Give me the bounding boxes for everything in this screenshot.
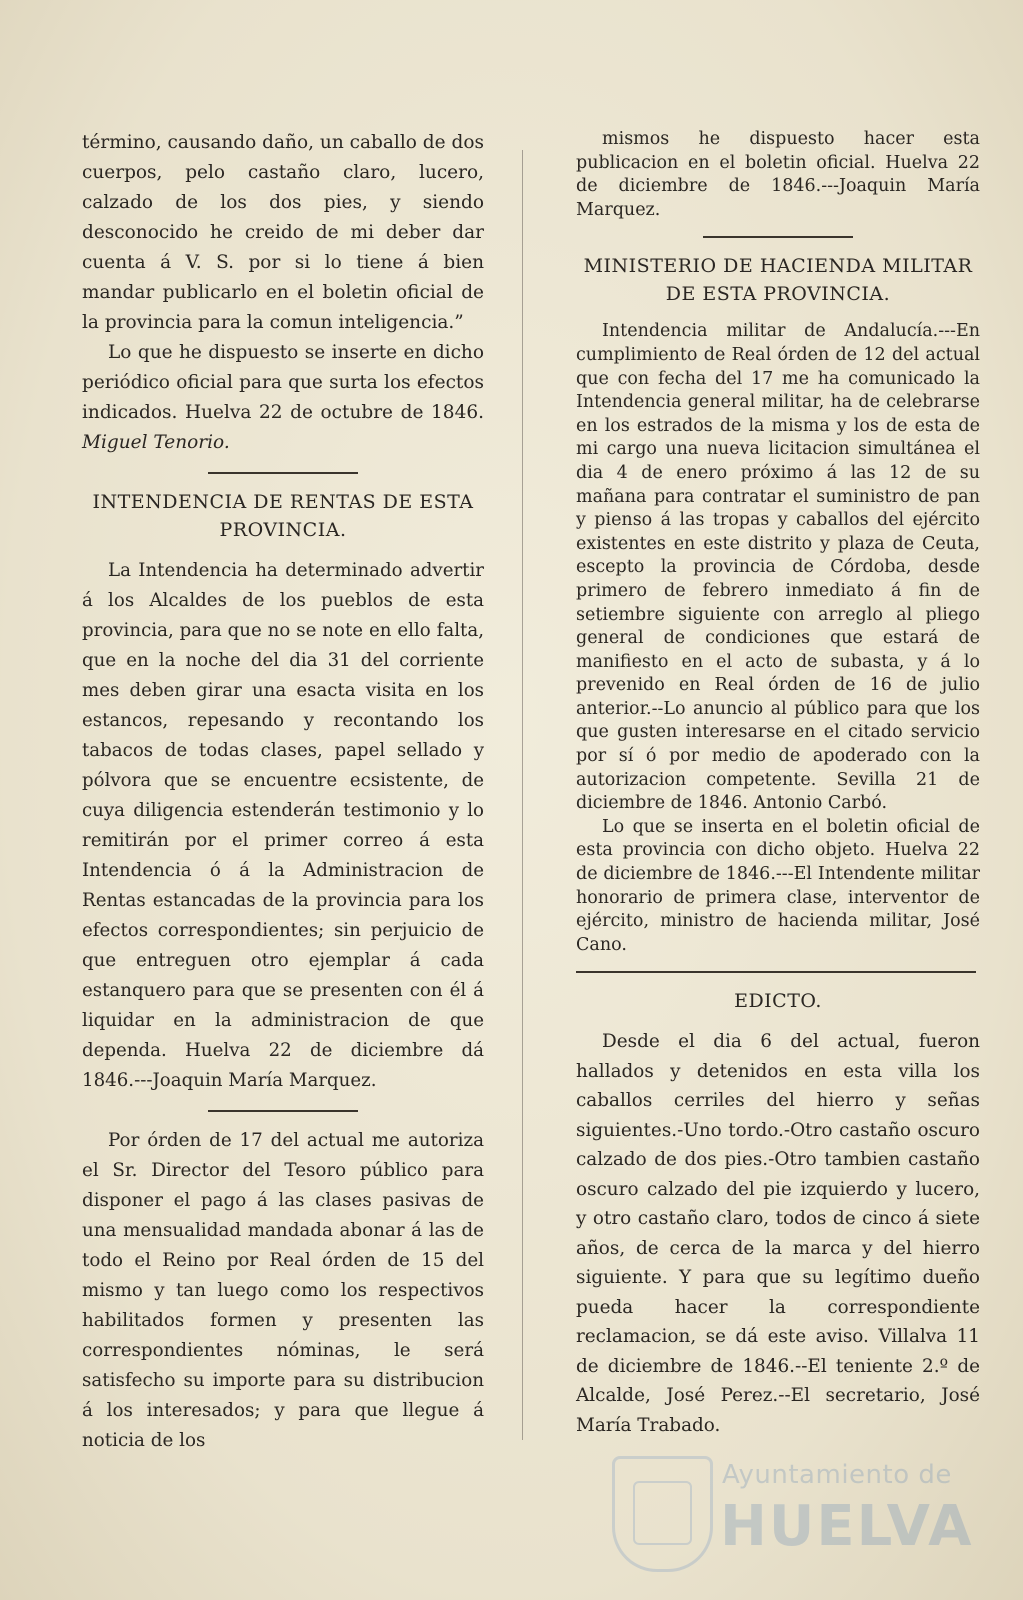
paragraph-edicto: Desde el dia 6 del actual, fueron hallados y detenidos en esta villa los caballos cerriles del hierro y señas siguientes.-Uno tordo.-Otro castaño oscuro calzado de dos pies.-Otro tambien castaño oscuro calzado del pie izquierdo y lucero, y otro castaño claro, todos de cinco á siete años, de cerca de la marca y del hierro siguiente. Y para que su legítimo dueño pueda hacer la correspondiente reclamacion, se dá este aviso. Villalva 11 de diciembre de 1846.--El teniente 2.º de Alcalde, José Perez.--El secretario, José María Trabado.	[576, 1031, 980, 1436]
section-heading-intendencia-rentas: INTENDENCIA DE RENTAS DE ESTA PROVINCIA.	[92, 491, 474, 541]
paragraph-horse-notice: término, causando daño, un caballo de dos cuerpos, pelo castaño claro, lucero, calzado de los dos pies, y siendo desconocido he creido de mi deber dar cuenta á V. S. por si lo tiene á bien mandar publicarlo en el boletin oficial de la provincia para la comun inteligencia.”	[82, 132, 484, 333]
paragraph-publication-order	[82, 338, 484, 458]
left-column	[82, 128, 484, 1456]
watermark-line-2: HUELVA	[720, 1494, 974, 1559]
divider	[208, 472, 358, 474]
watermark-logo	[600, 1448, 980, 1578]
paragraph-intendencia-rentas: La Intendencia ha determinado advertir á los Alcaldes de los pueblos de esta provincia, para que no se note en ello falta, que en la noche del dia 31 del corriente mes deben girar una esacta visita en los estancos, repesando y recontando los tabacos de todas clases, papel sellado y pólvora que se encuentre ecsistente, de cuya diligencia estenderán testimonio y lo remitirán por el primer correo á esta Intendencia ó á la Administracion de Rentas estancadas de la provincia para los efectos correspondientes; sin perjuicio de que entreguen otro ejemplar á cada estanquero para que se presenten con él á liquidar en la administracion de que dependa. Huelva 22 de diciembre dá 1846.---Joaquin María Marquez.	[82, 560, 484, 1091]
column-divider	[522, 150, 523, 1440]
right-column	[576, 128, 980, 1440]
city-seal-icon	[612, 1456, 713, 1572]
section-heading-edicto: EDICTO.	[734, 990, 822, 1013]
divider	[576, 971, 976, 973]
paragraph-text: Lo que he dispuesto se inserte en dicho periódico oficial para que surta los efectos indicados. Huelva 22 de octubre de 1846.	[82, 342, 484, 423]
divider	[703, 236, 853, 238]
signature: Miguel Tenorio.	[82, 432, 230, 453]
section-heading-hacienda-militar: MINISTERIO DE HACIENDA MILITAR DE ESTA PROVINCIA.	[583, 255, 973, 306]
watermark-line-1: Ayuntamiento de	[722, 1460, 952, 1490]
divider	[208, 1110, 358, 1112]
paragraph-intendencia-militar: Intendencia militar de Andalucía.---En cumplimiento de Real órden de 12 del actual que con fecha del 17 me ha comunicado la Intendencia general militar, ha de celebrarse en los estrados de la misma y los de esta de mi cargo una nueva licitacion simultánea el dia 4 de enero próximo á las 12 de su mañana para contratar el suministro de pan y pienso á las tropas y caballos del ejército existentes en este distrito y plaza de Ceuta, escepto la provincia de Córdoba, desde primero de febrero inmediato á fin de setiembre siguiente con arreglo al pliego general de condiciones que estará de manifiesto en el acto de subasta, y á lo prevenido en Real órden de 16 de julio anterior.--Lo anuncio al público para que los que gusten interesarse en el citado servicio por sí ó por medio de apoderado con la autorizacion competente. Sevilla 21 de diciembre de 1846. Antonio Carbó.	[576, 321, 980, 814]
paragraph-continuation: mismos he dispuesto hacer esta publicacion en el boletin oficial. Huelva 22 de diciembre de 1846.---Joaquin María Marquez.	[576, 129, 980, 220]
paragraph-inserta: Lo que se inserta en el boletin oficial de esta provincia con dicho objeto. Huelva 22 de diciembre de 1846.---El Intendente militar honorario de primera clase, interventor de ejército, ministro de hacienda militar, José Cano.	[576, 816, 980, 955]
paragraph-tesoro-order: Por órden de 17 del actual me autoriza el Sr. Director del Tesoro público para disponer el pago á las clases pasivas de una mensualidad mandada abonar á las de todo el Reino por Real órden de 15 del mismo y tan luego como los respectivos habilitados formen y presenten las correspondientes nóminas, le será satisfecho su importe para su distribucion á los interesados; y para que llegue á noticia de los	[82, 1130, 484, 1451]
